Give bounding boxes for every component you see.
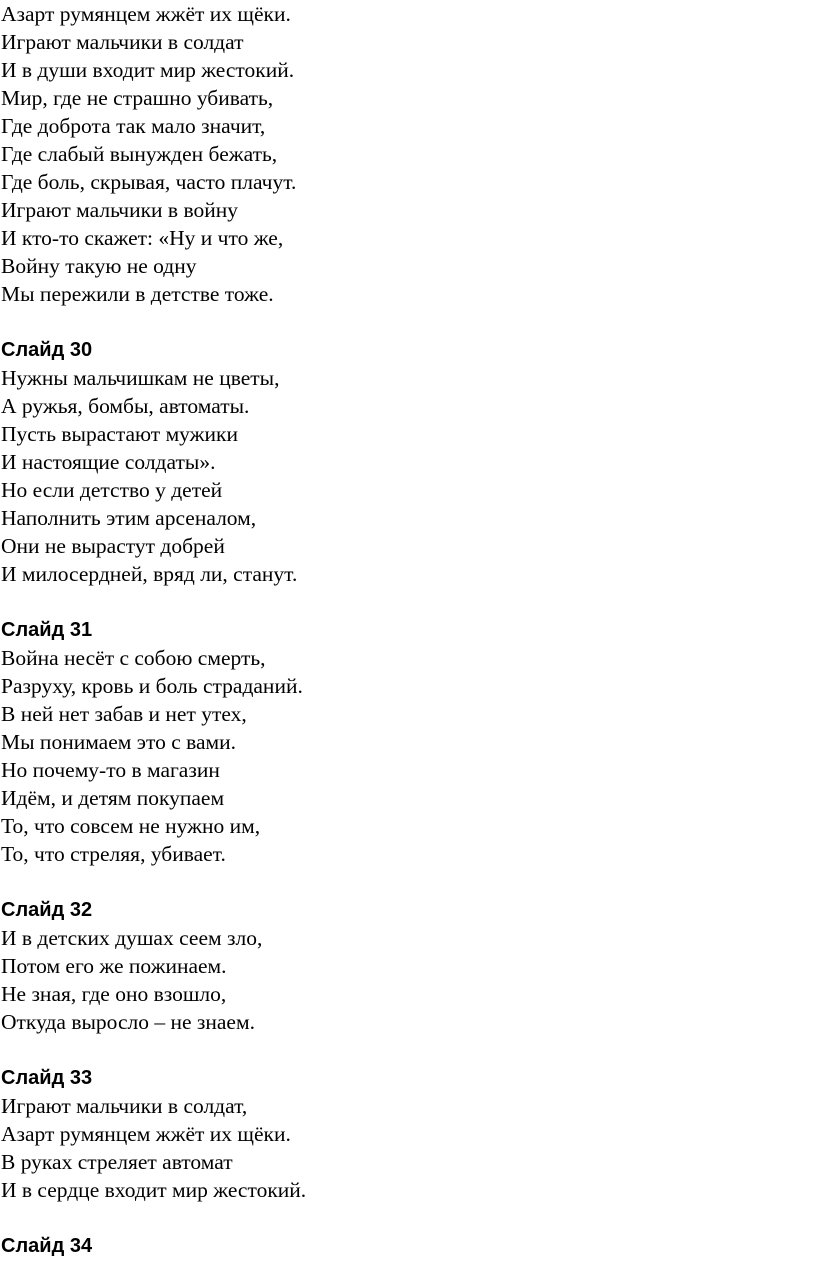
poem-line: В ней нет забав и нет утех, (1, 702, 247, 726)
poem-line: Нужны мальчишкам не цветы, (1, 366, 280, 390)
slide-section-31 (1, 616, 816, 868)
slide-heading: Слайд 30 (1, 339, 93, 361)
poem-line: Потом его же пожинаем. (1, 954, 227, 978)
poem-line: И в сердце входит мир жестокий. (1, 1178, 307, 1202)
poem-line: И кто-то скажет: «Ну и что же, (1, 226, 284, 250)
poem-line: Азарт румянцем жжёт их щёки. (1, 2, 291, 26)
poem-line: То, что стреляя, убивает. (1, 842, 226, 866)
slide-section-32 (1, 896, 816, 1036)
poem-line: И в детских душах сеем зло, (1, 926, 263, 950)
poem-line: Откуда выросло – не знаем. (1, 1010, 255, 1034)
poem-line: Разруху, кровь и боль страданий. (1, 674, 303, 698)
slide-heading: Слайд 34 (1, 1235, 93, 1257)
poem-line: Где доброта так мало значит, (1, 114, 266, 138)
slide-heading: Слайд 33 (1, 1067, 93, 1089)
poem-line: Мы понимаем это с вами. (1, 730, 237, 754)
poem-line: Но если детство у детей (1, 478, 223, 502)
poem-line: Идём, и детям покупаем (1, 786, 225, 810)
slide-heading: Слайд 31 (1, 619, 93, 641)
slide-section-30 (1, 336, 816, 588)
poem-line: Не зная, где оно взошло, (1, 982, 227, 1006)
poem-line: А ружья, бомбы, автоматы. (1, 394, 250, 418)
poem-line: Где боль, скрывая, часто плачут. (1, 170, 297, 194)
intro-stanza (1, 0, 816, 308)
poem-line: Война несёт с собою смерть, (1, 646, 266, 670)
poem-line: Пусть вырастают мужики (1, 422, 238, 446)
poem-line: Войну такую не одну (1, 254, 197, 278)
poem-line: И настоящие солдаты». (1, 450, 216, 474)
poem-line: То, что совсем не нужно им, (1, 814, 261, 838)
poem-line: И в души входит мир жестокий. (1, 58, 295, 82)
poem-line: Они не вырастут добрей (1, 534, 225, 558)
slide-section-33 (1, 1064, 816, 1204)
poem-line: Но почему-то в магазин (1, 758, 220, 782)
poem-line: Мир, где не страшно убивать, (1, 86, 274, 110)
poem-line: Играют мальчики в солдат (1, 30, 244, 54)
slide-section-34 (1, 1232, 816, 1260)
poem-line: И милосердней, вряд ли, станут. (1, 562, 298, 586)
slide-heading: Слайд 32 (1, 899, 93, 921)
poem-line: В руках стреляет автомат (1, 1150, 233, 1174)
poem-line: Мы пережили в детстве тоже. (1, 282, 274, 306)
poem-line: Где слабый вынужден бежать, (1, 142, 278, 166)
poem-line: Наполнить этим арсеналом, (1, 506, 257, 530)
poem-line: Играют мальчики в солдат, (1, 1094, 248, 1118)
poem-line: Играют мальчики в войну (1, 198, 238, 222)
poem-line: Азарт румянцем жжёт их щёки. (1, 1122, 291, 1146)
